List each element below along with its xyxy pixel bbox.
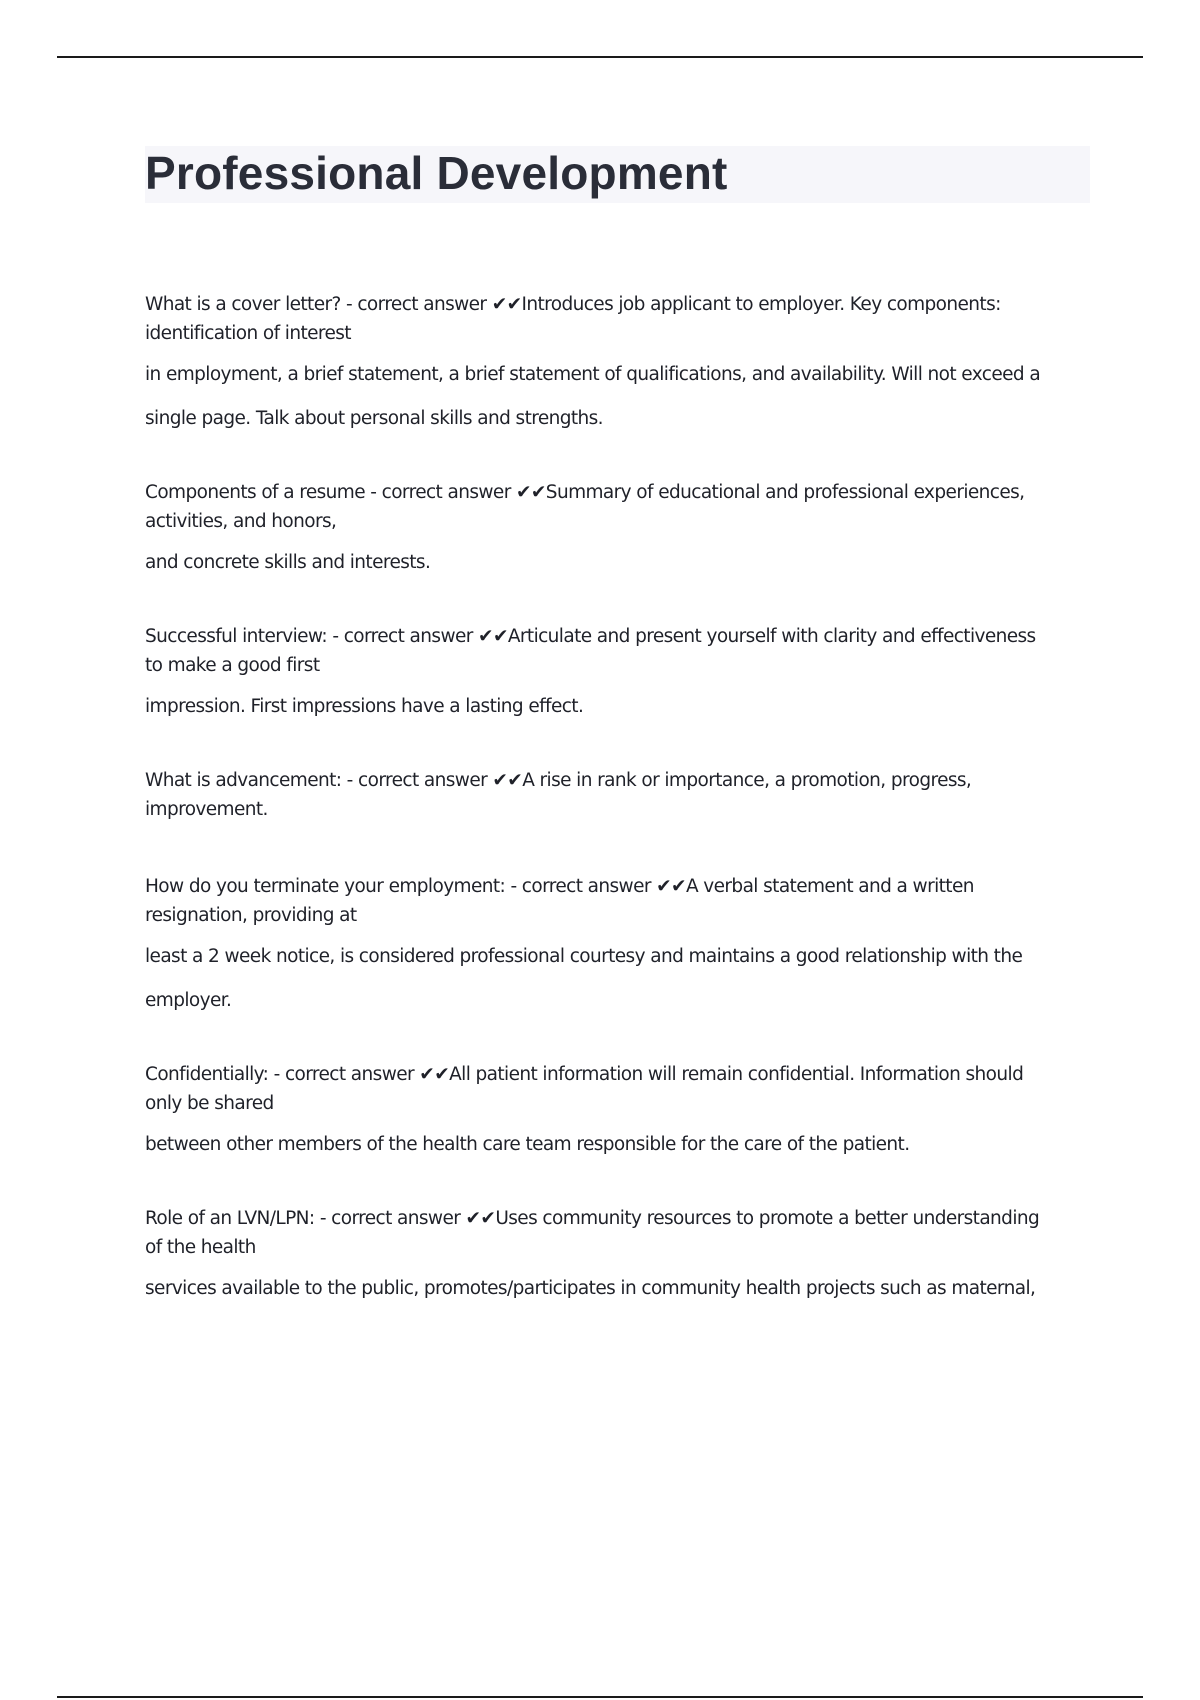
qa-answer-line: of the health bbox=[145, 1237, 256, 1258]
qa-answer-line: services available to the public, promotes/participates in community health projects such as maternal, bbox=[145, 1278, 1036, 1299]
qa-answer-line: activities, and honors, bbox=[145, 511, 337, 532]
qa-item-advancement bbox=[145, 766, 1090, 824]
qa-answer-line: between other members of the health care team responsible for the care of the patient. bbox=[145, 1134, 910, 1155]
qa-question-line: What is advancement: - correct answer ✔✔A rise in rank or importance, a promotion, progress, bbox=[145, 770, 972, 791]
qa-answer-line: and concrete skills and interests. bbox=[145, 552, 431, 573]
qa-question-line: How do you terminate your employment: - correct answer ✔✔A verbal statement and a written bbox=[145, 876, 974, 897]
qa-answer-line: impression. First impressions have a lasting effect. bbox=[145, 696, 584, 717]
qa-question-line: Confidentially: - correct answer ✔✔All patient information will remain confidential. Information should bbox=[145, 1064, 1024, 1085]
qa-question-line: Successful interview: - correct answer ✔✔Articulate and present yourself with clarity and effectiveness bbox=[145, 626, 1036, 647]
qa-answer-line: in employment, a brief statement, a brief statement of qualifications, and availability. Will not exceed a bbox=[145, 364, 1041, 385]
qa-item-role-lvn-lpn bbox=[145, 1204, 1090, 1300]
qa-question-line: Components of a resume - correct answer ✔✔Summary of educational and professional experiences, bbox=[145, 482, 1025, 503]
bottom-rule bbox=[57, 1696, 1143, 1698]
qa-answer-line: only be shared bbox=[145, 1093, 274, 1114]
qa-answer-line: identification of interest bbox=[145, 323, 351, 344]
qa-answer-line: least a 2 week notice, is considered professional courtesy and maintains a good relationship with the bbox=[145, 946, 1023, 967]
qa-item-interview bbox=[145, 622, 1090, 718]
top-rule bbox=[57, 56, 1143, 58]
page-title: Professional Development bbox=[145, 147, 728, 199]
qa-item-confidentiality bbox=[145, 1060, 1090, 1156]
qa-question-line: Role of an LVN/LPN: - correct answer ✔✔Uses community resources to promote a better understanding bbox=[145, 1208, 1040, 1229]
qa-answer-line: improvement. bbox=[145, 799, 268, 820]
qa-item-cover-letter bbox=[145, 290, 1090, 430]
qa-answer-line: employer. bbox=[145, 990, 232, 1011]
qa-answer-line: single page. Talk about personal skills and strengths. bbox=[145, 408, 603, 429]
qa-item-resume bbox=[145, 478, 1090, 574]
qa-answer-line: to make a good first bbox=[145, 655, 320, 676]
qa-answer-line: resignation, providing at bbox=[145, 905, 357, 926]
qa-question-line: What is a cover letter? - correct answer ✔✔Introduces job applicant to employer. Key components: bbox=[145, 294, 1001, 315]
qa-item-terminate bbox=[145, 872, 1090, 1012]
document-body bbox=[145, 290, 1090, 1348]
